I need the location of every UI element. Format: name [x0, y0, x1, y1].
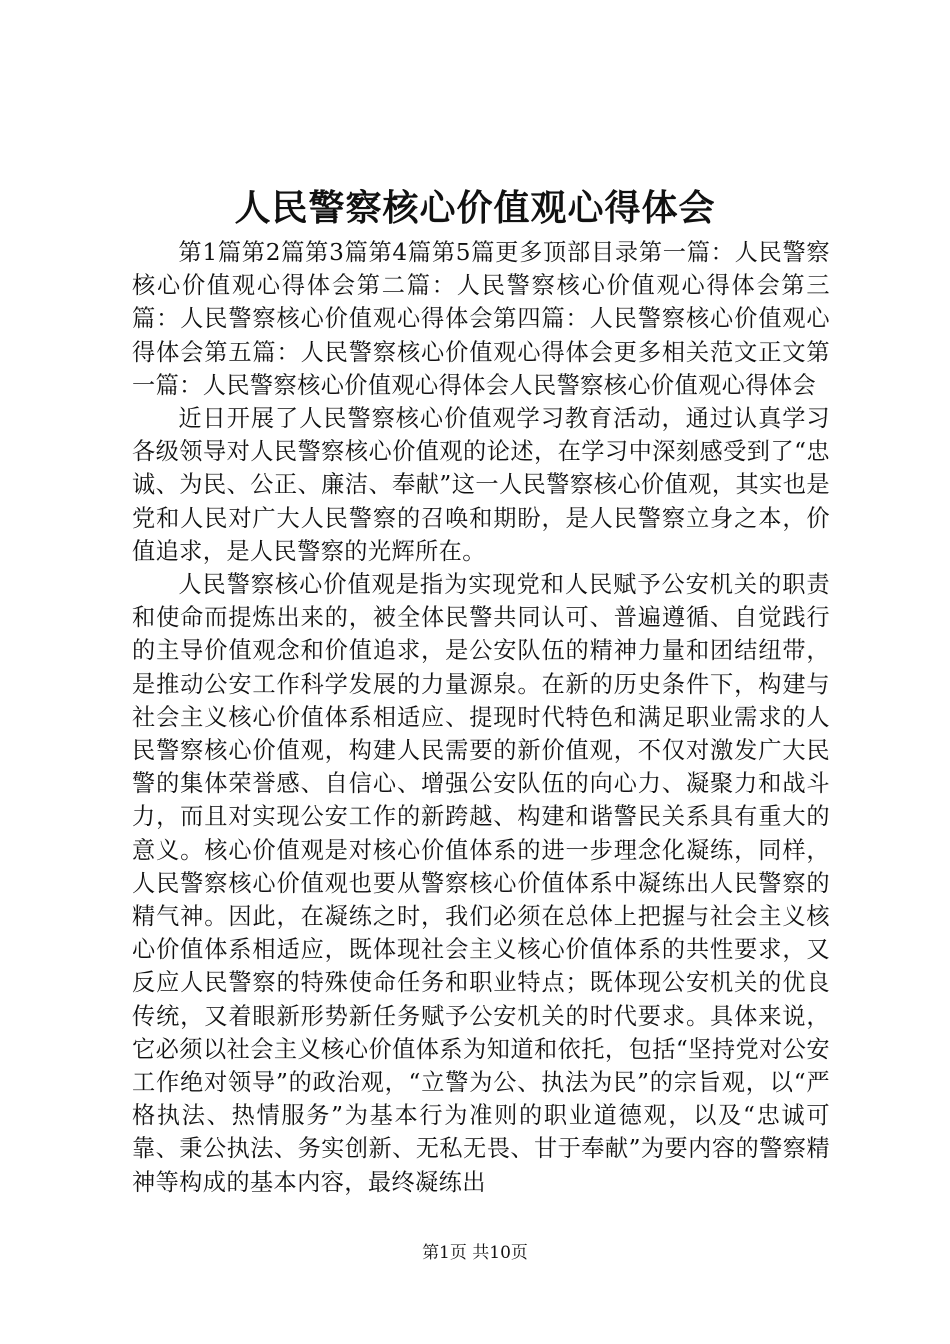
- document-body: [132, 236, 830, 1199]
- page-footer: 第1页 共10页: [422, 1243, 528, 1263]
- paragraph-table-of-contents: 第1篇第2篇第3篇第4篇第5篇更多顶部目录第一篇：人民警察核心价值观心得体会第二篇：人民警察核心价值观心得体会第三篇：人民警察核心价值观心得体会第四篇：人民警察核心价值观心得体会第五篇：人民警察核心价值观心得体会更多相关范文正文第一篇：人民警察核心价值观心得体会人民警察核心价值观心得体会: [132, 239, 830, 399]
- document-title: 人民警察核心价值观心得体会: [234, 187, 716, 229]
- paragraph-introduction: 近日开展了人民警察核心价值观学习教育活动，通过认真学习各级领导对人民警察核心价值观的论述，在学习中深刻感受到了“忠诚、为民、公正、廉洁、奉献”这一人民警察核心价值观，其实也是党和人民对广大人民警察的召唤和期盼，是人民警察立身之本，价值追求，是人民警察的光辉所在。: [132, 405, 830, 565]
- paragraph-core-values: 人民警察核心价值观是指为实现党和人民赋予公安机关的职责和使命而提炼出来的，被全体民警共同认可、普遍遵循、自觉践行的主导价值观念和价值追求，是公安队伍的精神力量和团结纽带，是推动公安工作科学发展的力量源泉。在新的历史条件下，构建与社会主义核心价值体系相适应、提现时代特色和满足职业需求的人民警察核心价值观，构建人民需要的新价值观，不仅对激发广大民警的集体荣誉感、自信心、增强公安队伍的向心力、凝聚力和战斗力，而且对实现公安工作的新跨越、构建和谐警民关系具有重大的意义。核心价值观是对核心价值体系的进一步理念化凝练，同样，人民警察核心价值观也要从警察核心价值体系中凝练出人民警察的精气神。因此，在凝练之时，我们必须在总体上把握与社会主义核心价值体系相适应，既体现社会主义核心价值体系的共性要求，又反应人民警察的特殊使命任务和职业特点；既体现公安机关的优良传统，又着眼新形势新任务赋予公安机关的时代要求。具体来说，它必须以社会主义核心价值体系为知道和依托，包括“坚持党对公安工作绝对领导”的政治观，“立警为公、执法为民”的宗旨观，以“严格执法、热情服务”为基本行为准则的职业道德观，以及“忠诚可靠、秉公执法、务实创新、无私无畏、甘于奉献”为要内容的警察精神等构成的基本内容，最终凝练出: [132, 571, 830, 1196]
